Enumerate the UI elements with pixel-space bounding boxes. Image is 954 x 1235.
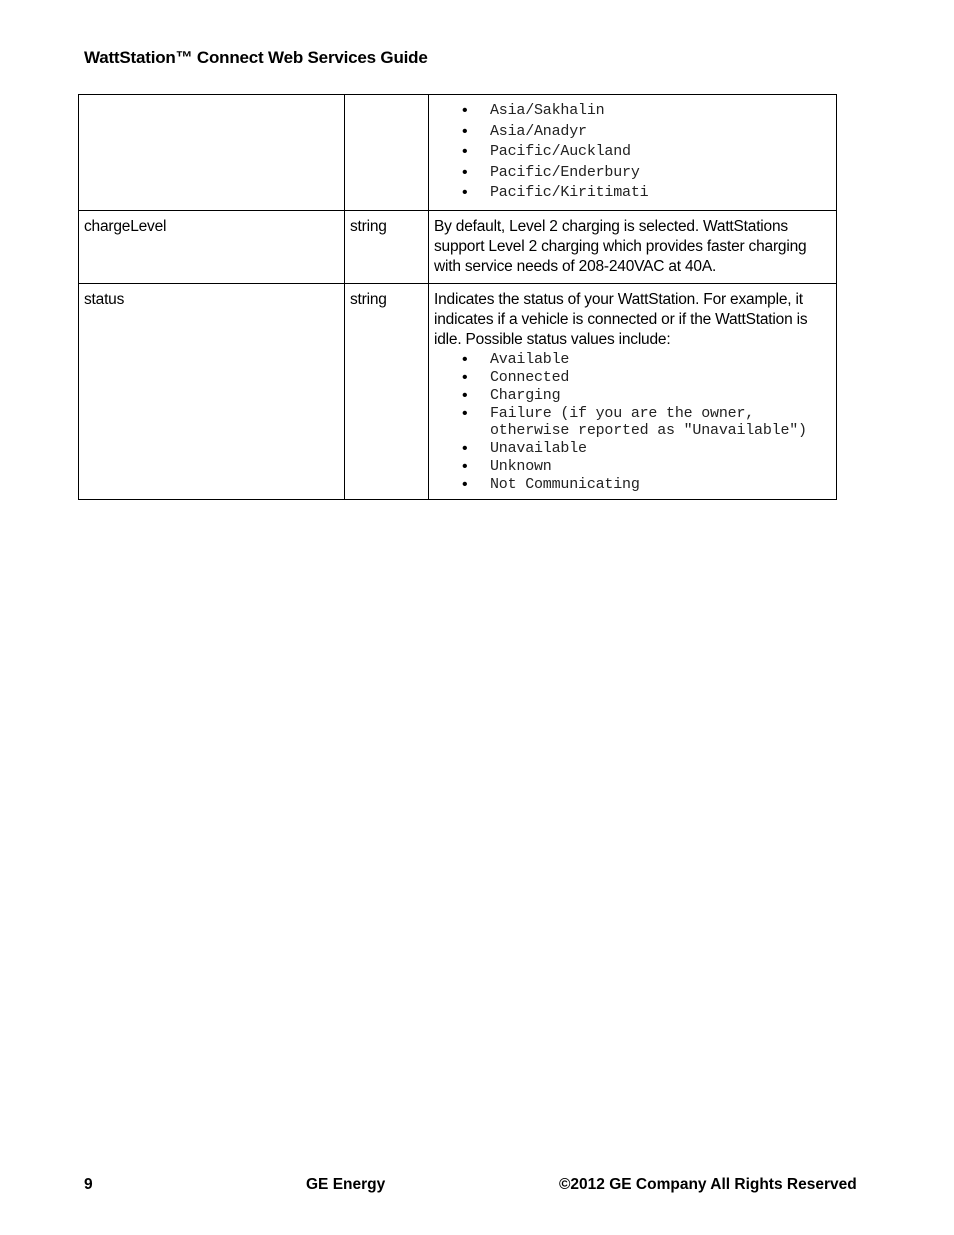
footer-page-number: 9 [84, 1176, 93, 1193]
parameter-description-cell [429, 95, 837, 211]
list-item: • Pacific/Kiritimati [434, 183, 831, 204]
list-item: • Pacific/Auckland [434, 142, 831, 163]
list-item: • Pacific/Enderbury [434, 163, 831, 184]
parameter-type-cell [345, 95, 429, 211]
parameter-description-cell: By default, Level 2 charging is selected. WattStations support Level 2 charging which provides faster charging with service needs of 208-240VAC at 40A. [429, 210, 837, 283]
status-values-list [434, 350, 831, 493]
bullet-icon: • [462, 439, 468, 457]
bullet-icon: • [462, 386, 468, 404]
table-row-status [79, 283, 837, 499]
list-item: • Asia/Sakhalin [434, 101, 831, 122]
table-row-charge-level [79, 210, 837, 283]
footer-company-name: GE Energy [306, 1176, 386, 1193]
bullet-icon: • [462, 404, 468, 422]
list-item: • Unknown [462, 457, 552, 475]
bullet-icon: • [462, 368, 468, 386]
parameter-name-cell: chargeLevel [79, 210, 345, 283]
parameter-name-cell [79, 95, 345, 211]
bullet-icon: • [462, 122, 468, 140]
list-item: • Unavailable [462, 439, 587, 457]
bullet-icon: • [462, 163, 468, 181]
parameter-type-cell: string [345, 210, 429, 283]
list-item: • Not Communicating [462, 475, 640, 493]
parameters-table [78, 94, 837, 500]
bullet-icon: • [462, 143, 468, 160]
bullet-icon: • [462, 102, 468, 119]
parameter-name-cell: status [79, 283, 345, 499]
list-item: • Connected [462, 368, 570, 386]
list-item: • Available [462, 350, 570, 368]
status-description-text: Indicates the status of your WattStation. For example, it indicates if a vehicle is connected or if the WattStation is idle. Possible status values include: [434, 290, 808, 348]
footer-copyright: ©2012 GE Company All Rights Reserved [559, 1176, 857, 1193]
document-header-title: WattStation™ Connect Web Services Guide [84, 48, 428, 67]
parameter-type-cell: string [345, 283, 429, 499]
bullet-icon: • [462, 350, 468, 368]
bullet-icon: • [462, 475, 468, 493]
parameter-description-cell [429, 283, 837, 499]
list-item: • Asia/Anadyr [434, 122, 831, 143]
bullet-icon: • [462, 184, 468, 201]
table-row-timezone-continued [79, 95, 837, 211]
timezone-values-list [434, 101, 831, 204]
bullet-icon: • [462, 457, 468, 475]
list-item: • Failure (if you are the owner, otherwise reported as "Unavailable") [462, 404, 807, 439]
list-item: • Charging [462, 386, 561, 404]
